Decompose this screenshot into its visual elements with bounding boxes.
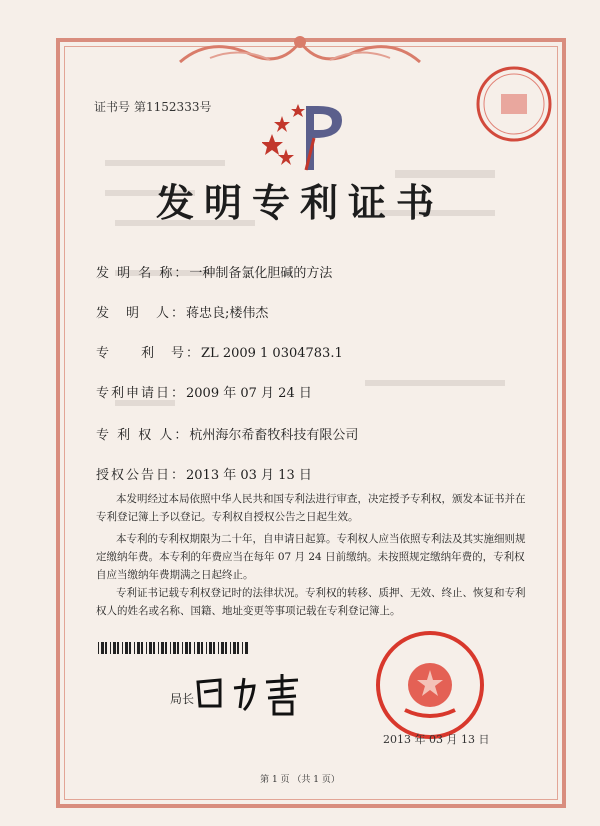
field-value: 一种制备氯化胆碱的方法 [189, 266, 333, 281]
field-label: 专利申请日： [96, 386, 187, 401]
paragraph-status: 专利证书记载专利权登记时的法律状况。专利权的转移、质押、无效、终止、恢复和专利权人的姓名或名称、国籍、地址变更等事项记载在专利登记簿上。 [96, 587, 526, 617]
issue-date: 2013 年 03 月 13 日 [383, 733, 490, 746]
director-signature [190, 668, 310, 716]
certificate-number [94, 98, 215, 115]
director-label: 局长 [170, 692, 195, 706]
inventor-field [96, 302, 268, 321]
patent-office-logo [262, 94, 352, 174]
field-value: 2013 年 03 月 13 日 [186, 468, 312, 483]
agency-seal [474, 64, 554, 144]
field-label: 发 明 名 称： [96, 266, 190, 281]
field-value: 杭州海尔希畜牧科技有限公司 [189, 428, 359, 443]
certificate-number-label: 证书号 [94, 100, 131, 114]
invention-name-field [96, 262, 332, 281]
certificate-number-value: 第1152333号 [134, 100, 212, 114]
paragraph-grant: 本发明经过本局依照中华人民共和国专利法进行审查，决定授予专利权，颁发本证书并在专利登记簿上予以登记。专利权自授权公告之日起生效。 [96, 493, 526, 523]
barcode [98, 642, 248, 654]
official-seal [375, 630, 485, 740]
field-label: 专 利 权 人： [96, 428, 190, 443]
field-label: 授权公告日： [96, 468, 187, 483]
page-footer: 第 1 页 （共 1 页） [260, 775, 340, 785]
top-ornament [170, 28, 430, 74]
certificate-title: 发明专利证书 [155, 180, 444, 225]
paragraph-term: 本专利的专利权期限为二十年，自申请日起算。专利权人应当依照专利法及其实施细则规定缴纳年费。本专利的年费应当在每年 07 月 24 日前缴纳。未按照规定缴纳年费的，专利权自应当缴纳年费期满之日起终止。 [96, 533, 526, 581]
grant-date-field [96, 464, 312, 483]
patentee-field [96, 424, 358, 443]
field-label: 专 利 号： [96, 346, 202, 361]
application-date-field [96, 382, 312, 401]
field-value: ZL 2009 1 0304783.1 [201, 346, 343, 361]
patent-number-field [96, 342, 343, 361]
field-value: 蒋忠良;楼伟杰 [186, 306, 269, 321]
field-label: 发 明 人： [96, 306, 187, 321]
field-value: 2009 年 07 月 24 日 [186, 386, 312, 401]
